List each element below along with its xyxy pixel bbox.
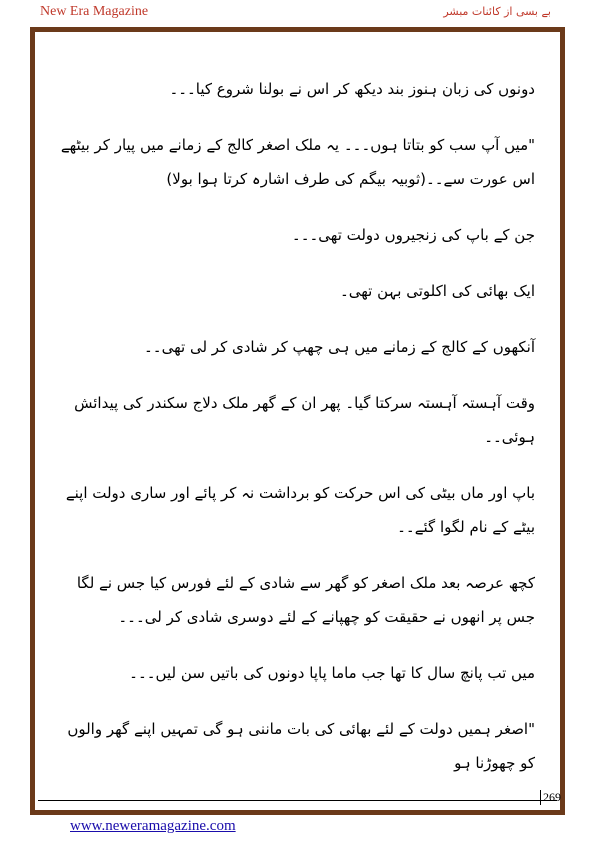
magazine-name: New Era Magazine bbox=[40, 4, 149, 19]
paragraph-3: جن کے باپ کی زنجیروں دولت تھی۔۔۔ bbox=[291, 226, 535, 244]
paragraph-6: وقت آہستہ آہستہ سرکتا گیا۔ پھر ان کے گھر ملک دلاج سکندر کی پیدائش ہوئی۔۔ bbox=[74, 394, 535, 446]
paragraph-10: "اصغر ہمیں دولت کے لئے بھائی کی بات ماننی ہو گی تمہیں اپنے گھر والوں کو چھوڑنا ہو bbox=[67, 720, 535, 772]
page-number: 269 bbox=[540, 790, 561, 805]
novel-title: بے بسی از کائنات مبشر bbox=[443, 5, 551, 18]
paragraph-5: آنکھوں کے کالج کے زمانے میں ہی چھپ کر شادی کر لی تھی۔۔ bbox=[144, 338, 535, 356]
paragraph-9: میں تب پانچ سال کا تھا جب ماما پاپا دونوں کی باتیں سن لیں۔۔۔ bbox=[129, 664, 535, 682]
paragraph-2: "میں آپ سب کو بتاتا ہوں۔۔۔ یہ ملک اصغر کالج کے زمانے میں پیار کر بیٹھے اس عورت سے۔۔(ثوبیہ بیگم کی طرف اشارہ کرتا ہوا بولا) bbox=[60, 136, 535, 188]
footer-website-link[interactable]: www.neweramagazine.com bbox=[70, 818, 236, 834]
paragraph-4: ایک بھائی کی اکلوتی بہن تھی۔ bbox=[339, 282, 535, 300]
page-number-rule bbox=[38, 800, 557, 801]
paragraph-8: کچھ عرصہ بعد ملک اصغر کو گھر سے شادی کے لئے فورس کیا جس نے لگا جس پر انھوں نے حقیقت کو چھپانے کے لئے دوسری شادی کر لی۔۔۔ bbox=[76, 574, 535, 626]
paragraph-1: دونوں کی زبان ہنوز بند دیکھ کر اس نے بولنا شروع کیا۔۔۔ bbox=[169, 80, 535, 98]
article-body bbox=[60, 72, 535, 802]
paragraph-7: باپ اور ماں بیٹی کی اس حرکت کو برداشت نہ کر پائے اور ساری دولت اپنے بیٹے کے نام لگوا گئے۔۔ bbox=[65, 484, 535, 536]
